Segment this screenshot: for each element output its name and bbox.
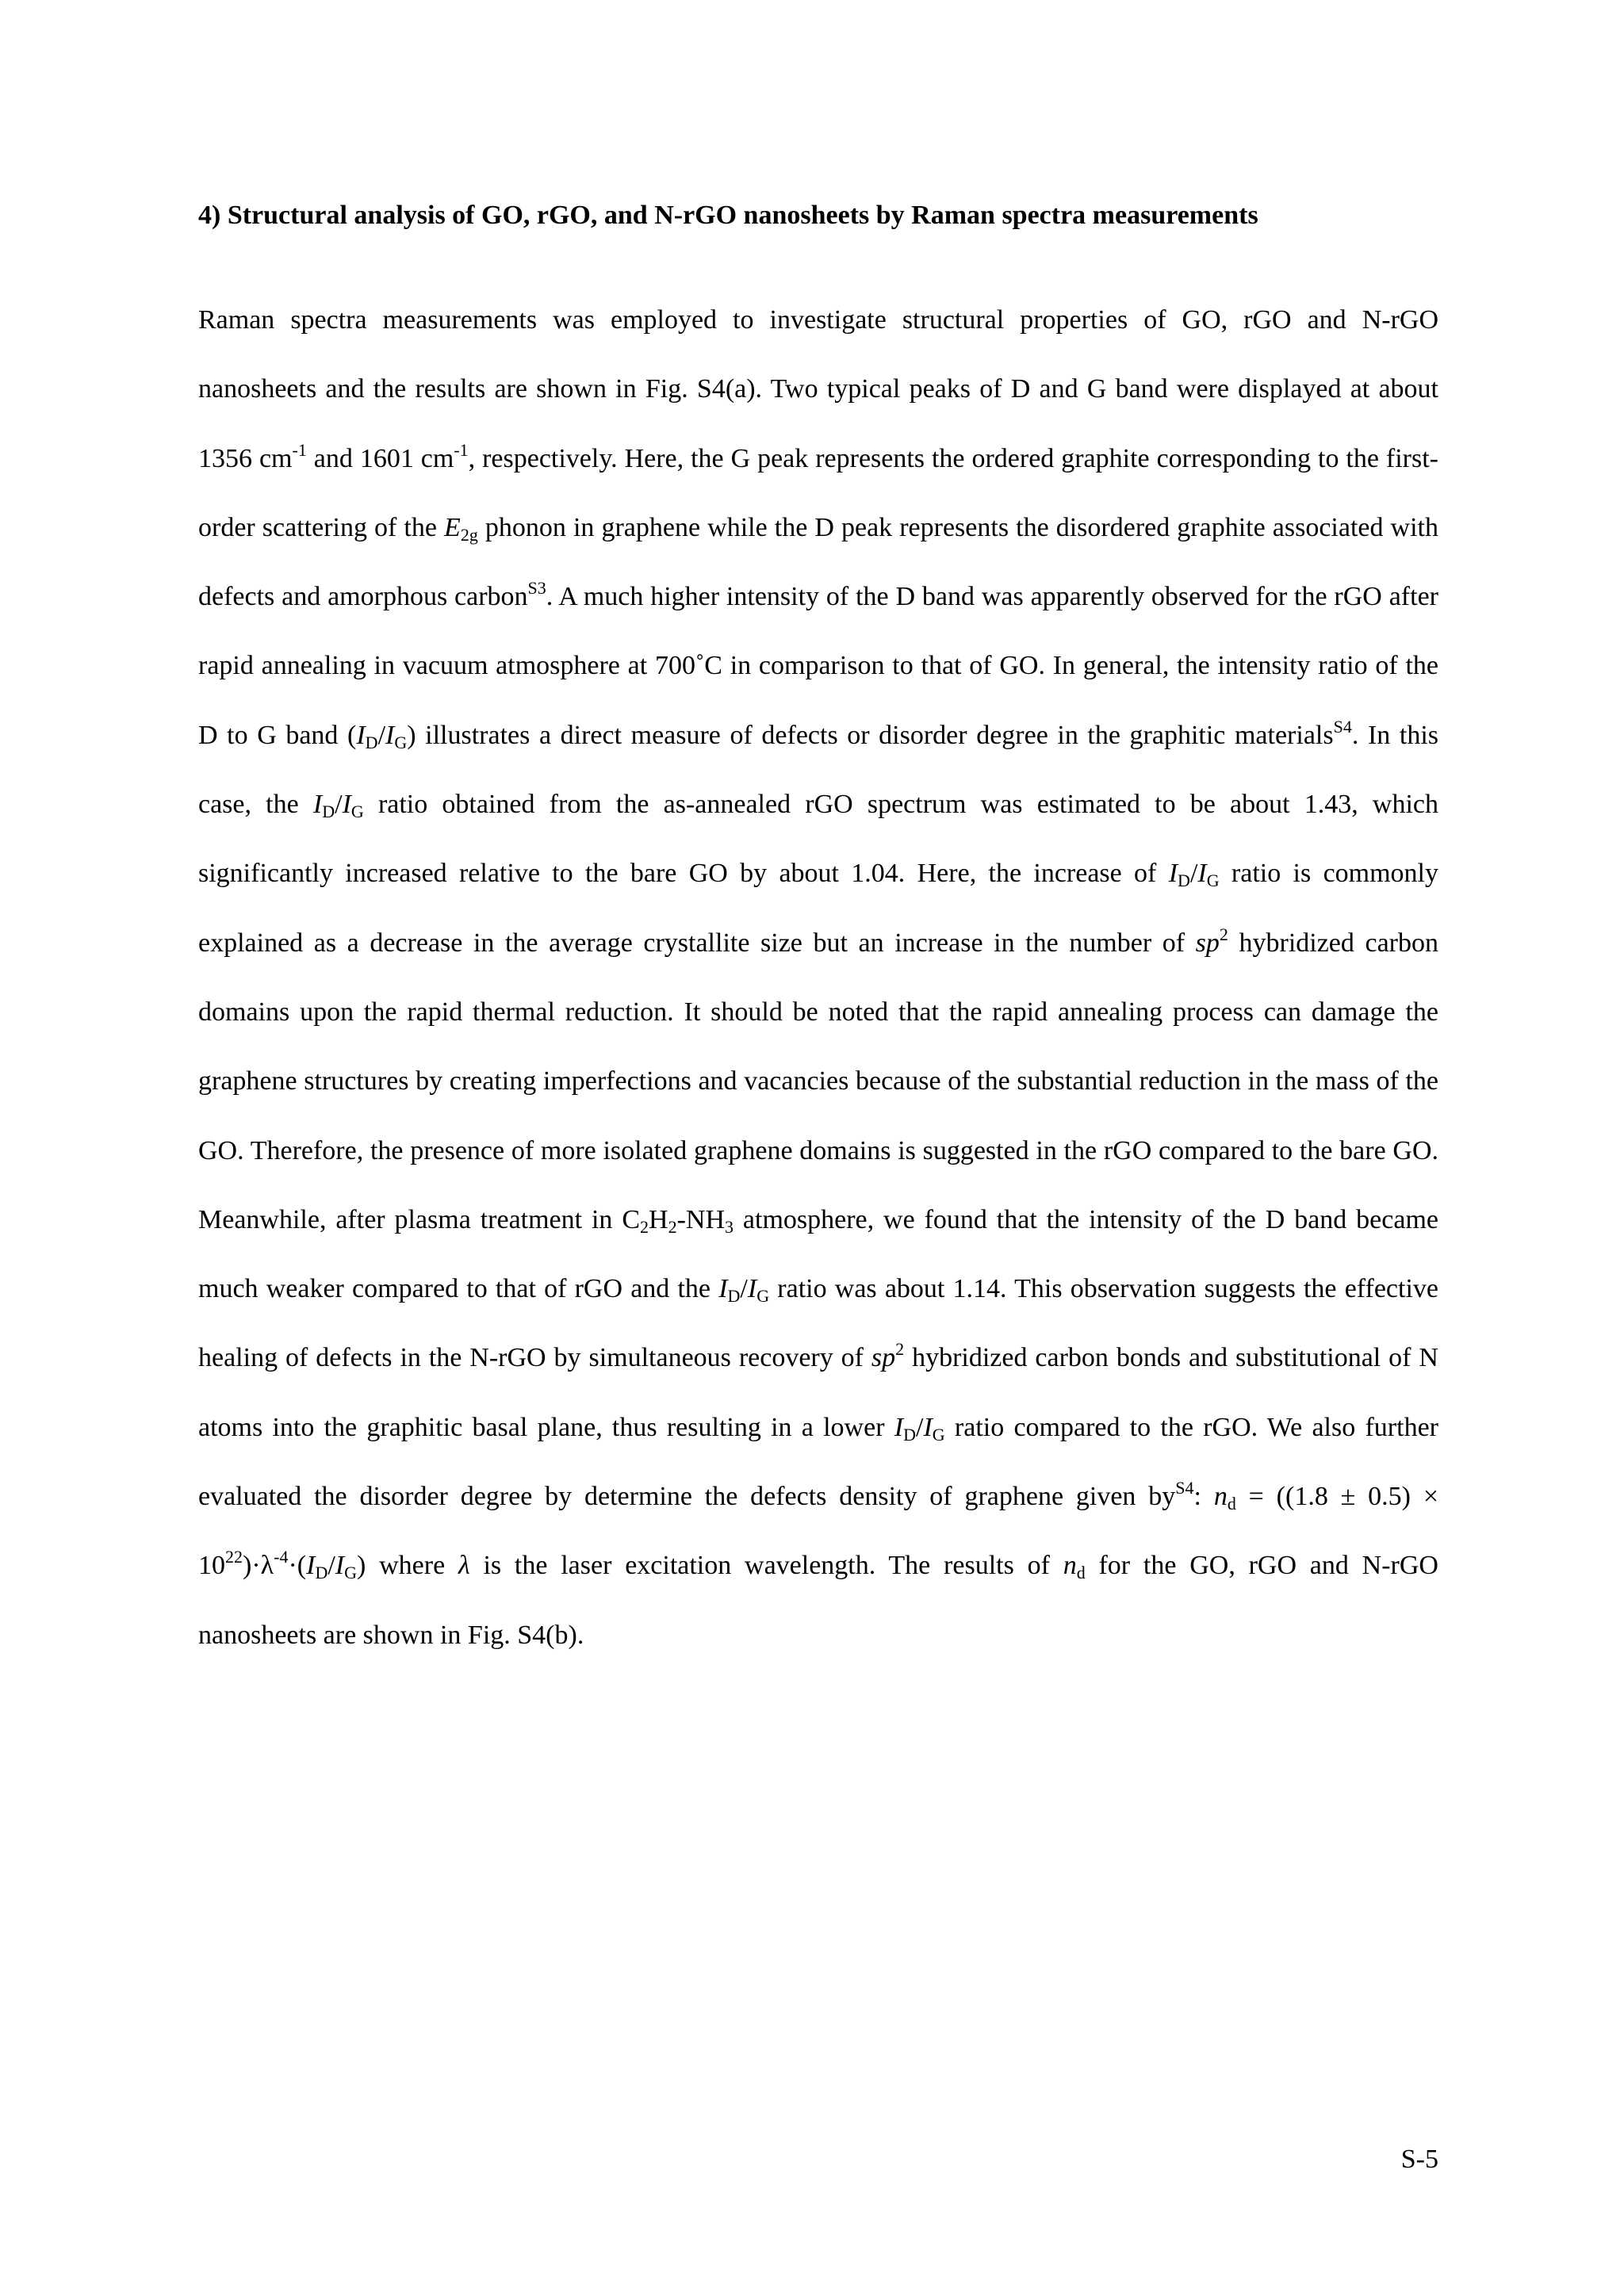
subscript: D [315,1563,328,1583]
subscript: G [932,1424,945,1445]
italic-symbol: I [1197,859,1207,889]
text-run: atmosphere, we found that the intensity of the D band became much weaker compared to that of rGO and the [198,1204,1438,1304]
subscript: D [365,732,378,752]
italic-symbol: E [444,512,461,542]
text-run: / [740,1274,748,1304]
italic-symbol: I [1168,859,1178,889]
citation-superscript: S3 [527,578,546,599]
italic-symbol: I [342,790,351,820]
text-run: H [649,1204,668,1234]
text-run: / [335,790,343,820]
italic-symbol: sp [1195,928,1220,958]
italic-symbol: I [894,1412,904,1442]
subscript: 2 [668,1216,677,1237]
citation-superscript: S4 [1333,716,1352,737]
text-run: ratio compared to the rGO. We also further evaluated the disorder degree by determine the defects density of graphene given by [198,1412,1438,1512]
text-run: hybridized carbon bonds and substitutional of N atoms into the graphitic basal plane, thus resulting in a lower [198,1343,1438,1442]
text-run: phonon in graphene while the D peak represents the disordered graphite associated with defects and amorphous carbon [198,512,1439,612]
subscript: G [756,1286,770,1307]
subscript: D [903,1424,916,1445]
italic-symbol: I [312,790,323,820]
subscript: D [322,802,335,822]
text-run: and 1601 cm [306,443,454,473]
text-run: -NH [676,1204,726,1234]
subscript: d [1227,1494,1236,1514]
section-heading: 4) Structural analysis of GO, rGO, and N-rGO nanosheets by Raman spectra measurements [198,201,1258,230]
text-run: )·λ [243,1551,274,1581]
superscript: 2 [1219,924,1228,944]
italic-symbol: I [747,1274,757,1304]
superscript: 2 [895,1339,905,1360]
italic-symbol: I [356,720,366,750]
text-run: / [327,1551,335,1581]
subscript: d [1076,1563,1086,1583]
text-run: . In this case, the [198,720,1438,820]
subscript: G [344,1563,358,1583]
text-run: : [1193,1482,1214,1512]
subscript: 2 [640,1216,649,1237]
italic-symbol: I [718,1274,728,1304]
italic-symbol: n [1063,1551,1077,1581]
text-run: / [915,1412,924,1442]
superscript: -1 [292,439,307,460]
italic-symbol: n [1213,1482,1228,1512]
subscript: G [394,732,408,752]
body-paragraph [198,285,1438,1670]
superscript: -1 [454,439,469,460]
italic-symbol: I [306,1551,316,1581]
page-number: S-5 [1400,2145,1438,2174]
text-run: . A much higher intensity of the D band was apparently observed for the rGO after rapid annealing in vacuum atmosphere at 700˚C in comparison to that of GO. In general, the intensity ratio of the D to G band ( [198,582,1438,750]
subscript: D [727,1286,741,1307]
text-run: / [1189,859,1198,889]
text-run: ratio is commonly explained as a decrease in the average crystallite size but an increase in the number of [198,859,1438,958]
superscript: 22 [225,1547,243,1567]
subscript: D [1178,871,1190,891]
text-run: ·( [288,1551,307,1581]
text-run: hybridized carbon domains upon the rapid thermal reduction. It should be noted that the rapid annealing process can damage the graphene structures by creating imperfections and vacancies because of the substantial reduction in the mass of the GO. Therefore, the presence of more isolated graphene domains is suggested in the rGO compared to the bare GO. Meanwhile, after plasma treatment in C [198,928,1438,1234]
italic-symbol: I [335,1551,345,1581]
text-run: is the laser excitation wavelength. The results of [469,1551,1063,1581]
italic-symbol: λ [458,1551,470,1581]
italic-symbol: sp [871,1343,896,1373]
text-run: Raman spectra measurements was employed to investigate structural properties of GO, rGO and N-rGO nanosheets and the results are shown in Fig. S4(a). Two typical peaks of D and G band were displayed at about 1356 cm [198,305,1438,473]
superscript: -4 [274,1547,289,1567]
text-run: , respectively. Here, the G peak represents the ordered graphite corresponding to the first-order scattering of the [198,443,1439,542]
text-run: / [377,720,386,750]
citation-superscript: S4 [1175,1478,1194,1498]
subscript: 2g [460,524,478,545]
subscript: G [350,802,364,822]
italic-symbol: I [923,1412,933,1442]
italic-symbol: I [385,720,395,750]
text-run: ratio obtained from the as-annealed rGO spectrum was estimated to be about 1.43, which significantly increased relative to the bare GO by about 1.04. Here, the increase of [198,790,1438,889]
text-run: ) illustrates a direct measure of defects or disorder degree in the graphitic materials [407,720,1334,750]
text-run: = ((1.8 ± 0.5) × 10 [198,1482,1438,1581]
text-run: ) where [357,1551,458,1581]
text-run: for the GO, rGO and N-rGO nanosheets are shown in Fig. S4(b). [198,1551,1438,1650]
subscript: 3 [725,1216,734,1237]
text-run: ratio was about 1.14. This observation suggests the effective healing of defects in the N-rGO by simultaneous recovery of [198,1274,1438,1373]
subscript: G [1206,871,1220,891]
